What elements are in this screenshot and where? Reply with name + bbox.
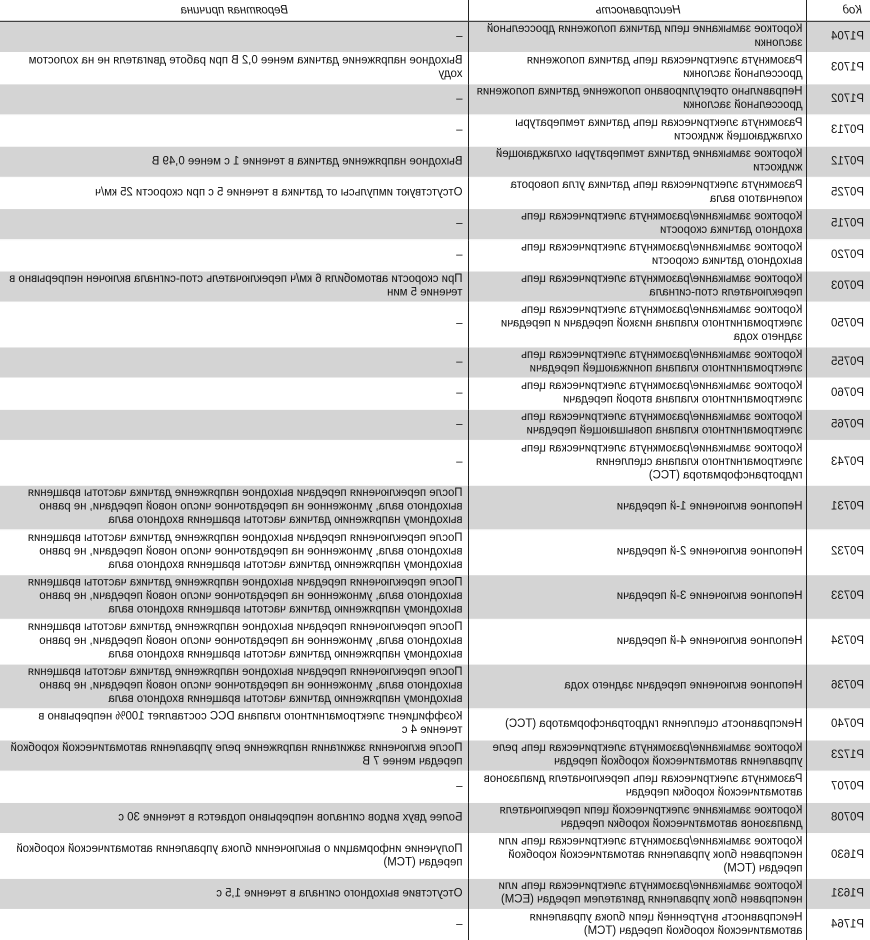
table-row: [0, 177, 870, 208]
table-row: [0, 440, 870, 485]
header-code: Код: [807, 0, 870, 21]
code-cell: P0707: [807, 771, 870, 802]
code-cell: P0743: [807, 440, 870, 485]
code-cell: P1723: [807, 740, 870, 771]
fault-cell: Короткое замыкание/разомкнута электрическая цепь или неисправен блок управления автоматической коробкой передач (TCM): [469, 834, 807, 879]
fault-cell: Неполное включение 1-й передачи: [469, 485, 807, 530]
cause-cell: –: [0, 302, 469, 347]
code-cell: P0708: [807, 802, 870, 833]
fault-cell: Короткое замыкание/разомкнута электрическая цепь электромагнитного клапана второй передачи: [469, 378, 807, 409]
code-cell: P1702: [807, 84, 870, 115]
fault-cell: Короткое замыкание/разомкнута электрическая цепь реле управления автоматической коробкой передач: [469, 740, 807, 771]
code-cell: P0765: [807, 409, 870, 440]
cause-cell: После переключения передачи выходное напряжение датчика частоты вращения выходного вала, умноженное на передаточное число новой передачи, не равно выходному напряжению датчика частоты вращения входного вала: [0, 664, 469, 709]
cause-cell: После переключения передачи выходное напряжение датчика частоты вращения выходного вала, умноженное на передаточное число новой передачи, не равно выходному напряжению датчика частоты вращения входного вала: [0, 485, 469, 530]
fault-cell: Короткое замыкание/разомкнута электрическая цепь электромагнитного клапана повышающей передачи: [469, 409, 807, 440]
fault-cell: Короткое замыкание/разомкнута электрическая цепь переключателя стоп-сигнала: [469, 271, 807, 302]
cause-cell: Отсутствуют импульсы от датчика в течение 5 с при скорости 25 км/ч: [0, 177, 469, 208]
cause-cell: –: [0, 240, 469, 271]
fault-cell: Короткое замыкание цепи датчика положения дроссельной заслонки: [469, 21, 807, 52]
code-cell: P0732: [807, 530, 870, 575]
fault-cell: Неправильно отрегулировано положение датчика положения дроссельной заслонки: [469, 84, 807, 115]
fault-cell: Разомкнута электрическая цепь датчика угла поворота коленчатого вала: [469, 177, 807, 208]
fault-cell: Короткое замыкание/разомкнута электрическая цепь или неисправен блок управления двигателем передач (ECM): [469, 878, 807, 909]
cause-cell: При скорости автомобиля 6 км/ч переключатель стоп-сигнала включен непрерывно в течение 5 мин: [0, 271, 469, 302]
code-cell: P0713: [807, 115, 870, 146]
table-row: [0, 530, 870, 575]
fault-cell: Разомкнута электрическая цепь датчика температуры охлаждающей жидкости: [469, 115, 807, 146]
cause-cell: После переключения передачи выходное напряжение датчика частоты вращения выходного вала, умноженное на передаточное число новой передачи, не равно выходному напряжению датчика частоты вращения входного вала: [0, 530, 469, 575]
code-cell: P0720: [807, 240, 870, 271]
fault-cell: Неполное включение 3-й передачи: [469, 575, 807, 620]
fault-cell: Неполное включение 4-й передачи: [469, 619, 807, 664]
fault-cell: Короткое замыкание датчика температуры охлаждающей жидкости: [469, 146, 807, 177]
code-cell: P0715: [807, 209, 870, 240]
table-row: [0, 146, 870, 177]
table-row: [0, 575, 870, 620]
fault-cell: Короткое замыкание/разомкнута электрическая цепь выходного датчика скорости: [469, 240, 807, 271]
table-row: [0, 740, 870, 771]
code-cell: P0733: [807, 575, 870, 620]
code-cell: P0734: [807, 619, 870, 664]
cause-cell: –: [0, 115, 469, 146]
table-row: [0, 771, 870, 802]
cause-cell: –: [0, 909, 469, 940]
fault-cell: Короткое замыкание/разомкнута электрическая цепь входного датчика скорости: [469, 209, 807, 240]
code-cell: P0712: [807, 146, 870, 177]
table-row: [0, 53, 870, 84]
code-cell: P0725: [807, 177, 870, 208]
code-cell: P0740: [807, 709, 870, 740]
fault-cell: Неполное включение передачи заднего хода: [469, 664, 807, 709]
cause-cell: Коэффициент электромагнитного клапана DCC составляет 100% непрерывно в течение 4 с: [0, 709, 469, 740]
table-row: [0, 240, 870, 271]
code-cell: P0736: [807, 664, 870, 709]
table-row: [0, 619, 870, 664]
cause-cell: Получение информации о выключении блока управления автоматической коробкой передач (TCM): [0, 834, 469, 879]
fault-cell: Разомкнута электрическая цепь датчика положения дроссельной заслонки: [469, 53, 807, 84]
cause-cell: –: [0, 771, 469, 802]
code-cell: P0760: [807, 378, 870, 409]
code-cell: P0750: [807, 302, 870, 347]
cause-cell: –: [0, 409, 469, 440]
fault-cell: Короткое замыкание электрической цепи переключателя диапазонов автоматической коробки передач: [469, 802, 807, 833]
fault-cell: Короткое замыкание/разомкнута электрическая цепь электромагнитного клапана понижающей передачи: [469, 347, 807, 378]
fault-cell: Неисправность сцепления гидротрансформатора (TCC): [469, 709, 807, 740]
cause-cell: После переключения передачи выходное напряжение датчика частоты вращения выходного вала, умноженное на передаточное число новой передачи, не равно выходному напряжению датчика частоты вращения входного вала: [0, 619, 469, 664]
header-cause: Вероятная причина: [0, 0, 469, 21]
table-row: [0, 378, 870, 409]
table-row: [0, 21, 870, 52]
code-cell: P1631: [807, 878, 870, 909]
table-row: [0, 84, 870, 115]
cause-cell: –: [0, 21, 469, 52]
table-row: [0, 115, 870, 146]
table-body: [0, 21, 870, 940]
cause-cell: После переключения передачи выходное напряжение датчика частоты вращения выходного вала, умноженное на передаточное число новой передачи, не равно выходному напряжению датчика частоты вращения входного вала: [0, 575, 469, 620]
fault-cell: Короткое замыкание/разомкнута электрическая цепь электромагнитного клапана сцепления гидротрансформатора (TCC): [469, 440, 807, 485]
cause-cell: –: [0, 84, 469, 115]
table-row: [0, 485, 870, 530]
code-cell: P1704: [807, 21, 870, 52]
header-fault: Неисправность: [469, 0, 807, 21]
table-row: [0, 302, 870, 347]
cause-cell: –: [0, 347, 469, 378]
table-row: [0, 664, 870, 709]
code-cell: P1764: [807, 909, 870, 940]
fault-cell: Неисправность внутренней цепи блока управления автоматической коробкой передач (TCM): [469, 909, 807, 940]
table-row: [0, 347, 870, 378]
code-cell: P0731: [807, 485, 870, 530]
cause-cell: Отсутствие выходного сигнала в течение 1,5 с: [0, 878, 469, 909]
cause-cell: –: [0, 209, 469, 240]
code-cell: P0755: [807, 347, 870, 378]
table-row: [0, 834, 870, 879]
table-row: [0, 802, 870, 833]
fault-cell: Неполное включение 2-й передачи: [469, 530, 807, 575]
table-row: [0, 709, 870, 740]
table-header-row: [0, 0, 870, 21]
code-cell: P0703: [807, 271, 870, 302]
table-row: [0, 409, 870, 440]
cause-cell: –: [0, 378, 469, 409]
cause-cell: Более двух видов сигналов непрерывно подается в течение 30 с: [0, 802, 469, 833]
cause-cell: –: [0, 440, 469, 485]
cause-cell: Выходное напряжение датчика менее 0,2 В при работе двигателя не на холостом ходу: [0, 53, 469, 84]
table-row: [0, 878, 870, 909]
table-row: [0, 209, 870, 240]
table-row: [0, 909, 870, 940]
code-cell: P1630: [807, 834, 870, 879]
fault-cell: Короткое замыкание/разомкнута электрическая цепь электромагнитного клапана низкой передачи и передачи заднего хода: [469, 302, 807, 347]
cause-cell: После включения зажигания напряжение реле управления автоматической коробкой передач менее 7 В: [0, 740, 469, 771]
code-cell: P1703: [807, 53, 870, 84]
fault-cell: Разомкнута электрическая цепь переключателя диапазонов автоматической коробки передач: [469, 771, 807, 802]
table-row: [0, 271, 870, 302]
cause-cell: Выходное напряжение датчика в течение 1 с менее 0,49 В: [0, 146, 469, 177]
